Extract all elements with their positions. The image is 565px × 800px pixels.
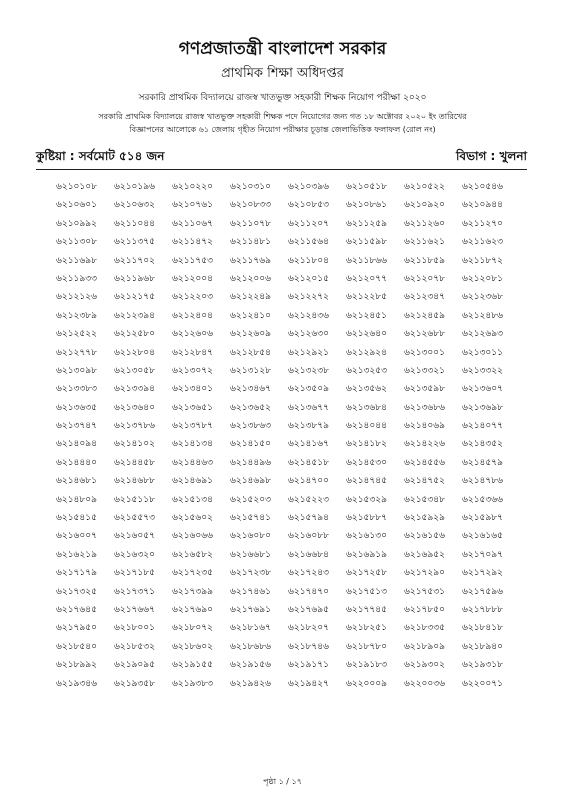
roll-number: ৬২১৯৩০২ — [404, 660, 445, 671]
roll-number: ৬২১১৮৫৯ — [404, 255, 445, 266]
roll-number: ৬২১৮৯০৯ — [404, 641, 445, 652]
roll-number: ৬২১৬১৫৬ — [404, 531, 445, 542]
exam-title: সরকারি প্রাথমিক বিদ্যালয়ে রাজস্ব খাতভুক্ত সহকারী শিক্ষক নিয়োগ পরীক্ষা ২০২০ — [138, 93, 427, 103]
roll-number: ৬২১৩৫৬২ — [346, 384, 387, 395]
roll-number: ৬২১৮১৬৭ — [230, 623, 271, 634]
roll-number: ৬২১৩৬৮৬ — [404, 402, 445, 413]
roll-number: ৬২১০৯৪৪ — [462, 200, 503, 211]
roll-number: ৬২১২৩৪৭ — [404, 292, 445, 303]
roll-number: ৬২১৭৪৬১ — [230, 586, 271, 597]
roll-number: ৬২১৪২২৬ — [404, 439, 445, 450]
roll-number: ৬২১০৫৪৬ — [462, 182, 503, 192]
roll-number: ৬২১৩৬৪০ — [114, 402, 155, 413]
roll-number: ৬২১০৫১৮ — [346, 182, 387, 192]
roll-number: ৬২১৪৭৮৬ — [462, 476, 503, 487]
roll-number: ৬২১৫৮৮৭ — [346, 513, 387, 524]
roll-number: ৬২১৪৬৯৮ — [230, 476, 271, 487]
roll-number: ৬২১৪৪৫৮ — [114, 457, 155, 468]
roll-number: ৬২১৪৫৫৬ — [404, 457, 445, 468]
roll-number: ৬২১৬৯১৯ — [346, 549, 387, 560]
roll-number: ৬২১৪৭০০ — [288, 476, 329, 487]
roll-number: ৬২১০৫২২ — [404, 182, 445, 192]
roll-number: ৬২১৪৬৮৮ — [114, 476, 155, 487]
roll-number: ৬২১১২০৭ — [288, 218, 329, 229]
roll-number: ৬২১৮৫৩২ — [114, 641, 155, 652]
roll-number: ৬২২০০৭১ — [462, 678, 503, 689]
roll-number: ৬২১৯০৯৫ — [114, 660, 155, 671]
roll-number: ৬২১২৫৮০ — [114, 329, 155, 340]
roll-number: ৬২১৬১৬৫ — [462, 531, 503, 542]
roll-number: ৬২১১৪৮১ — [230, 237, 271, 248]
roll-number: ৬২১১৭৬৯ — [230, 255, 271, 266]
roll-number: ৬২১৭৫৯৬ — [462, 586, 503, 597]
roll-number: ৬২১৫৯৮৭ — [462, 513, 503, 524]
header-divider — [36, 169, 527, 170]
roll-number: ৬২১৭২৪৩ — [288, 568, 329, 579]
roll-number: ৬২১৩৩৯৪ — [114, 384, 155, 395]
roll-number: ৬২১৪৪৬৩ — [172, 457, 213, 468]
roll-number: ৬২১৮০৭২ — [172, 623, 213, 634]
roll-number: ৬২১৭৯৫০ — [56, 623, 97, 634]
roll-number: ৬২১০৬০১ — [56, 200, 97, 211]
roll-number: ৬২১৩৬০৭ — [462, 384, 503, 395]
roll-number: ৬২১৭৬৬৭ — [114, 604, 155, 615]
roll-number: ৬২১০২২০ — [172, 182, 213, 192]
roll-number: ৬২১৭৪৭০ — [288, 586, 329, 597]
roll-number: ৬২১২৮৫৪ — [230, 347, 271, 358]
roll-number: ৬২১৯৩৫৮ — [114, 678, 155, 689]
roll-number: ৬২১২০৭৭ — [346, 273, 387, 284]
roll-number: ৬২১৭৬৯৫ — [288, 604, 329, 615]
roll-number: ৬২১৫২০৩ — [230, 494, 271, 505]
roll-number: ৬২১৭২৩৫ — [172, 568, 213, 579]
roll-number: ৬২১০৮৩৩ — [230, 200, 271, 211]
roll-number: ৬২১৬৩২০ — [114, 549, 155, 560]
roll-number: ৬২১২২৪৯ — [230, 292, 271, 303]
roll-number: ৬২১৬০৬৬ — [172, 531, 213, 542]
roll-number: ৬২১৪৬৯১ — [172, 476, 213, 487]
roll-number: ৬২১৭৭৪৫ — [346, 604, 387, 615]
roll-number: ৬২১৩৬৩৫ — [56, 402, 97, 413]
roll-number: ৬২১৫৩২৯ — [346, 494, 387, 505]
roll-number: ৬২১৩৬৭৭ — [288, 402, 329, 413]
roll-number: ৬২১০৭৬১ — [172, 200, 213, 211]
roll-number: ৬২১১৯৬৮ — [114, 273, 155, 284]
roll-number: ৬২১২৩৯৪ — [114, 310, 155, 321]
department-title: প্রাথমিক শিক্ষা অধিদপ্তর — [221, 66, 344, 81]
roll-number: ৬২১৩১২৮ — [230, 365, 271, 376]
roll-number: ৬২১৮৬৮৬ — [230, 641, 271, 652]
roll-number: ৬২১০৮৫৩ — [288, 200, 329, 211]
roll-number: ৬২১৯১৭১ — [288, 660, 329, 671]
roll-number: ৬২১৭২৯০ — [404, 568, 445, 579]
roll-number: ৬২১৪১৮২ — [346, 439, 387, 450]
roll-number: ৬২১২৭৭৮ — [56, 347, 97, 358]
roll-number: ৬২১১৪৭২ — [172, 237, 213, 248]
roll-number: ৬২২০০৩৬ — [404, 678, 445, 689]
roll-number: ৬২১১৩৭৫ — [114, 237, 155, 248]
roll-number: ৬২১০৩৯৬ — [288, 182, 329, 192]
roll-number: ৬২১৮৫৪০ — [56, 641, 97, 652]
roll-number: ৬২১৫৫৭৩ — [114, 513, 155, 524]
roll-number: ৬২১০৯৯২ — [56, 218, 97, 229]
roll-number: ৬২১৯৪২৭ — [288, 678, 329, 689]
roll-number: ৬২১২০৭৮ — [404, 273, 445, 284]
roll-number: ৬২১১৮৬৬ — [346, 255, 387, 266]
roll-number: ৬২১৭২৩৮ — [230, 568, 271, 579]
district-header — [36, 148, 527, 168]
roll-number: ৬২১৫৬০২ — [172, 513, 213, 524]
roll-number: ৬২১২৯২১ — [288, 347, 329, 358]
roll-number: ৬২১২২৮৫ — [346, 292, 387, 303]
roll-number: ৬২১৪০৭৭ — [462, 421, 503, 432]
roll-number: ৬২১৬০৮০ — [230, 531, 271, 542]
roll-number: ৬২১৭৮৫০ — [404, 604, 445, 615]
roll-number: ৬২১৩৪০১ — [172, 384, 213, 395]
roll-number: ৬২১৮২৫১ — [346, 623, 387, 634]
roll-number: ৬২১৬১৩০ — [346, 531, 387, 542]
roll-number: ৬২১৫৭৯৪ — [288, 513, 329, 524]
roll-number: ৬২১৩৩২২ — [462, 365, 503, 376]
roll-number: ৬২১২৬৩০ — [288, 329, 329, 340]
roll-number: ৬২১৪৬৮১ — [56, 476, 97, 487]
roll-number: ৬২১৩০১১ — [462, 347, 503, 358]
roll-number: ৬২১৫৪১৫ — [56, 513, 97, 524]
roll-number: ৬২১৭৩২৫ — [56, 586, 97, 597]
roll-number: ৬২১৩৩২১ — [404, 365, 445, 376]
roll-number: ৬২১৭৫৩১ — [404, 586, 445, 597]
roll-number: ৬২১৮৯৯২ — [56, 660, 97, 671]
roll-number: ৬২১২৮৪৭ — [172, 347, 213, 358]
roll-number: ৬২১৫৩৪৮ — [404, 494, 445, 505]
roll-number: ৬২১৯৪২৬ — [230, 678, 271, 689]
roll-number: ৬২১৩০৯৮ — [56, 365, 97, 376]
roll-number: ৬২১৮৩৩৫ — [404, 623, 445, 634]
roll-number: ৬২১০১০৮ — [56, 182, 97, 192]
roll-number: ৬২১৮৯৪০ — [462, 641, 503, 652]
roll-number: ৬২১৯১৮৩ — [346, 660, 387, 671]
roll-number: ৬২১৬৬৮৪ — [288, 549, 329, 560]
roll-number: ৬২১৯১৫৫ — [172, 660, 213, 671]
roll-number: ৬২১২৯২৪ — [346, 347, 387, 358]
roll-number: ৬২১৪১৫০ — [230, 439, 271, 450]
roll-number: ৬২১২৪৮৬ — [462, 310, 503, 321]
roll-number: ৬২১৭৩৯৯ — [172, 586, 213, 597]
roll-number: ৬২১৪৭৫২ — [404, 476, 445, 487]
roll-number: ৬২১৪৮০৯ — [56, 494, 97, 505]
roll-number: ৬২১৮৬০২ — [172, 641, 213, 652]
page-number: পৃষ্ঠা ১ / ১৭ — [263, 777, 302, 786]
roll-number: ৬২১২৩৮৯ — [56, 310, 97, 321]
roll-number: ৬২১১৬২১ — [404, 237, 445, 248]
roll-number: ৬২১৩৬৫২ — [230, 402, 271, 413]
roll-number: ৬২১২৬০৯ — [230, 329, 271, 340]
roll-number: ৬২১৪০৯৪ — [56, 439, 97, 450]
roll-number: ৬২১১২৬০ — [404, 218, 445, 229]
roll-number: ৬২১৬২১৯ — [56, 549, 97, 560]
roll-number: ৬২১২৪১০ — [230, 310, 271, 321]
roll-number: ৬২১৭০৯৭ — [462, 549, 503, 560]
roll-number: ৬২১৭৬৪৫ — [56, 604, 97, 615]
roll-number: ৬২১৯১৫৬ — [230, 660, 271, 671]
roll-number: ৬২১২৪৫৯ — [404, 310, 445, 321]
roll-number: ৬২১৩৪৬৭ — [230, 384, 271, 395]
roll-number: ৬২১১৬২৩ — [462, 237, 503, 248]
roll-number: ৬২১৬৯৫২ — [404, 549, 445, 560]
roll-number: ৬২১৪৪৪০ — [56, 457, 97, 468]
roll-number: ৬২১২০০৪ — [172, 273, 213, 284]
roll-number: ৬২১২৬৪০ — [346, 329, 387, 340]
roll-number: ৬২১১৬৯৮ — [56, 255, 97, 266]
roll-number: ৬২১২০১৫ — [288, 273, 329, 284]
roll-number: ৬২১২৮০৪ — [114, 347, 155, 358]
roll-number: ৬২১১৮০৪ — [288, 255, 329, 266]
roll-number: ৬২১১৯৩৩ — [56, 273, 97, 284]
roll-number: ৬২১৭৬৯১ — [230, 604, 271, 615]
roll-number: ৬২১৭৩৭১ — [114, 586, 155, 597]
roll-number: ৬২১১২৭০ — [462, 218, 503, 229]
roll-number: ৬২১৬৫৮২ — [172, 549, 213, 560]
roll-number: ৬২১২৬৮৮ — [404, 329, 445, 340]
roll-number: ৬২১৮৪১৮ — [462, 623, 503, 634]
roll-number: ৬২১১০৪৪ — [114, 218, 155, 229]
roll-number: ৬২১৩৮৬৩ — [230, 421, 271, 432]
roll-number: ৬২১৫৩৬৬ — [462, 494, 503, 505]
roll-number: ৬২১১৭০২ — [114, 255, 155, 266]
roll-number: ৬২১৫৯২৯ — [404, 513, 445, 524]
roll-number: ৬২১৩০০১ — [404, 347, 445, 358]
roll-number: ৬২১০৩১০ — [230, 182, 271, 192]
roll-number: ৬২১৩৫০৯ — [288, 384, 329, 395]
roll-number: ৬২১২৪০৪ — [172, 310, 213, 321]
roll-number: ৬২১৪৫৩০ — [346, 457, 387, 468]
roll-number: ৬২১২৪৫১ — [346, 310, 387, 321]
roll-number: ৬২১৫৭৪১ — [230, 513, 271, 524]
roll-number: ৬২১২৪৩৬ — [288, 310, 329, 321]
roll-number: ৬২১৪১৩৪ — [172, 439, 213, 450]
roll-number: ৬২১৩৭৮৬ — [114, 421, 155, 432]
roll-number: ৬২১৭১৮৫ — [114, 568, 155, 579]
roll-number: ৬২১৩৭৪৭ — [56, 421, 97, 432]
roll-number: ৬২১৪৭৪৫ — [346, 476, 387, 487]
roll-number: ৬২১০১৯৬ — [114, 182, 155, 192]
roll-number: ৬২১৬০৫৭ — [114, 531, 155, 542]
roll-number: ৬২১২০৮১ — [462, 273, 503, 284]
roll-number: ৬২১৩০৫৮ — [114, 365, 155, 376]
roll-number: ৬২১২২৭২ — [288, 292, 329, 303]
roll-number: ৬২১৮২০৭ — [288, 623, 329, 634]
roll-number: ৬২১২১৭৫ — [114, 292, 155, 303]
roll-number-grid — [56, 178, 520, 693]
roll-number: ৬২১২০০৬ — [230, 273, 271, 284]
roll-number: ৬২১৯৩১৮ — [462, 660, 503, 671]
roll-number: ৬২১৯৩৪৬ — [56, 678, 97, 689]
roll-number: ৬২১৪০৪৪ — [346, 421, 387, 432]
roll-number: ৬২১৩৭৮৭ — [172, 421, 213, 432]
division-label: বিভাগ : খুলনা — [455, 149, 527, 163]
roll-number: ৬২১২৩৬৮ — [462, 292, 503, 303]
roll-number: ৬২১৮৭৮০ — [346, 641, 387, 652]
roll-number: ৬২১১০৭৮ — [230, 218, 271, 229]
roll-number: ৬২১৩০৭২ — [172, 365, 213, 376]
roll-number: ৬২১২৫২২ — [56, 329, 97, 340]
roll-number: ৬২১৭৫১৩ — [346, 586, 387, 597]
roll-number: ৬২১৭২৯২ — [462, 568, 503, 579]
roll-number: ৬২১৭৬৯০ — [172, 604, 213, 615]
roll-number: ৬২১৩৬৮৪ — [346, 402, 387, 413]
roll-number: ৬২১১৫৬৪ — [288, 237, 329, 248]
roll-number: ৬২১১০৬৭ — [172, 218, 213, 229]
roll-number: ৬২১৪৩৫২ — [462, 439, 503, 450]
roll-number: ৬২১৩৬৯৮ — [462, 402, 503, 413]
roll-number: ৬২১২৬৯৩ — [462, 329, 503, 340]
note-line-2: বিজ্ঞাপনের আলোকে ৬১ জেলায় গৃহীত নিয়োগ পরীক্ষার চূড়ান্ত জেলাভিত্তিক ফলাফল (রোল নং) — [129, 125, 436, 134]
roll-number: ৬২১৩৮৭৯ — [288, 421, 329, 432]
roll-number: ৬২১১২৫৯ — [346, 218, 387, 229]
roll-number: ৬২১৭২৫৮ — [346, 568, 387, 579]
roll-number: ৬২১৩২৫৩ — [346, 365, 387, 376]
government-title: গণপ্রজাতন্ত্রী বাংলাদেশ সরকার — [178, 39, 387, 59]
roll-number: ৬২১৭১৭৯ — [56, 568, 97, 579]
roll-number: ৬২১৫২২৩ — [288, 494, 329, 505]
roll-number: ৬২১৬০০৭ — [56, 531, 97, 542]
district-total: কুষ্টিয়া : সর্বমোট ৫১৪ জন — [36, 149, 165, 163]
roll-number: ৬২১৪৪৯৬ — [230, 457, 271, 468]
roll-number: ৬২১২১২৬ — [56, 292, 97, 303]
note-line-1: সরকারি প্রাথমিক বিদ্যালয়ে রাজস্ব খাতভুক্ত সহকারী শিক্ষক পদে নিয়োগের জন্য গত ১৮ অক্টোবর ২০২০ ইং তারিখের — [98, 112, 467, 121]
roll-number: ৬২১৮৭৪৬ — [288, 641, 329, 652]
roll-number: ৬২১০৯২০ — [404, 200, 445, 211]
roll-number: ৬২১৮০০১ — [114, 623, 155, 634]
roll-number: ৬২১১৩০৮ — [56, 237, 97, 248]
roll-number: ৬২১১৭৫৩ — [172, 255, 213, 266]
roll-number: ৬২১৪১০২ — [114, 439, 155, 450]
roll-number: ৬২১৯৩৮৩ — [172, 678, 213, 689]
roll-number: ৬২১৬০৮৮ — [288, 531, 329, 542]
roll-number: ৬২১৫১৩৪ — [172, 494, 213, 505]
roll-number: ৬২১৫১১৮ — [114, 494, 155, 505]
roll-number: ৬২১০৬৩২ — [114, 200, 155, 211]
roll-number: ৬২১২২০৩ — [172, 292, 213, 303]
roll-number: ৬২১৪০৬৯ — [404, 421, 445, 432]
roll-number: ৬২১৩২৩৮ — [288, 365, 329, 376]
roll-number: ৬২১৪৫৭৯ — [462, 457, 503, 468]
roll-number: ৬২১৩৩৮৩ — [56, 384, 97, 395]
roll-number: ৬২১৭৮৮৮ — [462, 604, 503, 615]
roll-number: ৬২২০০০৯ — [346, 678, 387, 689]
roll-number: ৬২১১৫৯৮ — [346, 237, 387, 248]
result-note — [40, 110, 525, 136]
roll-number: ৬২১৩৫৯৮ — [404, 384, 445, 395]
roll-number: ৬২১৬৬৮১ — [230, 549, 271, 560]
roll-number: ৬২১১৮৭২ — [462, 255, 503, 266]
roll-number: ৬২১৪৫১৮ — [288, 457, 329, 468]
roll-number: ৬২১৩৬৫১ — [172, 402, 213, 413]
roll-number: ৬২১৪১৬৭ — [288, 439, 329, 450]
roll-number: ৬২১০৮৬১ — [346, 200, 387, 211]
roll-number: ৬২১২৬০৬ — [172, 329, 213, 340]
